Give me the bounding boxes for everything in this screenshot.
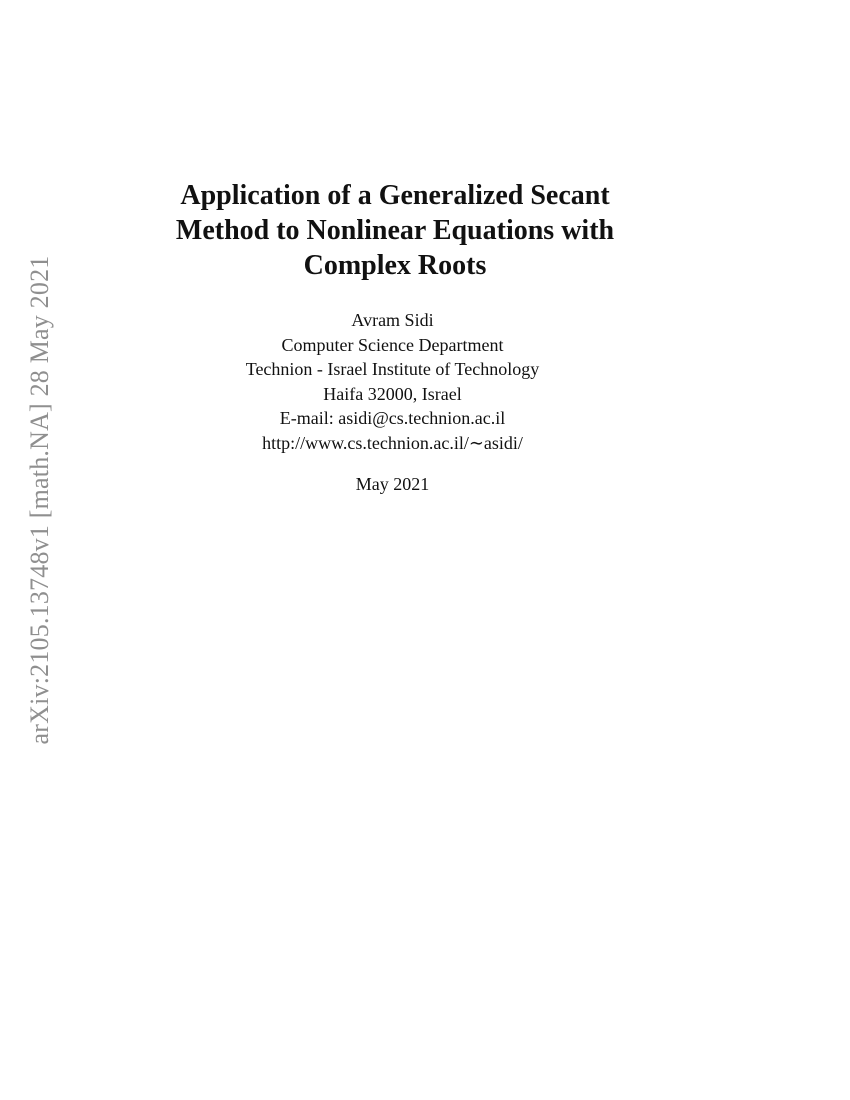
title-line: Complex Roots: [303, 250, 487, 281]
author-email: E-mail: asidi@cs.technion.ac.il: [279, 408, 506, 428]
publication-date: May 2021: [355, 474, 430, 494]
affiliation-line: Haifa 32000, Israel: [323, 383, 462, 404]
affiliation-line: Technion - Israel Institute of Technology: [245, 359, 540, 379]
author-url: http://www.cs.technion.ac.il/∼asidi/: [262, 432, 523, 453]
title-block: [110, 178, 680, 283]
title-line: Method to Nonlinear Equations with: [175, 215, 615, 246]
author-block: [140, 308, 645, 455]
author-name: Avram Sidi: [351, 310, 434, 330]
arxiv-identifier: arXiv:2105.13748v1 [math.NA] 28 May 2021: [25, 255, 54, 745]
title-line: Application of a Generalized Secant: [180, 180, 610, 211]
affiliation-line: Computer Science Department: [281, 334, 504, 355]
paper-title: [110, 178, 680, 283]
